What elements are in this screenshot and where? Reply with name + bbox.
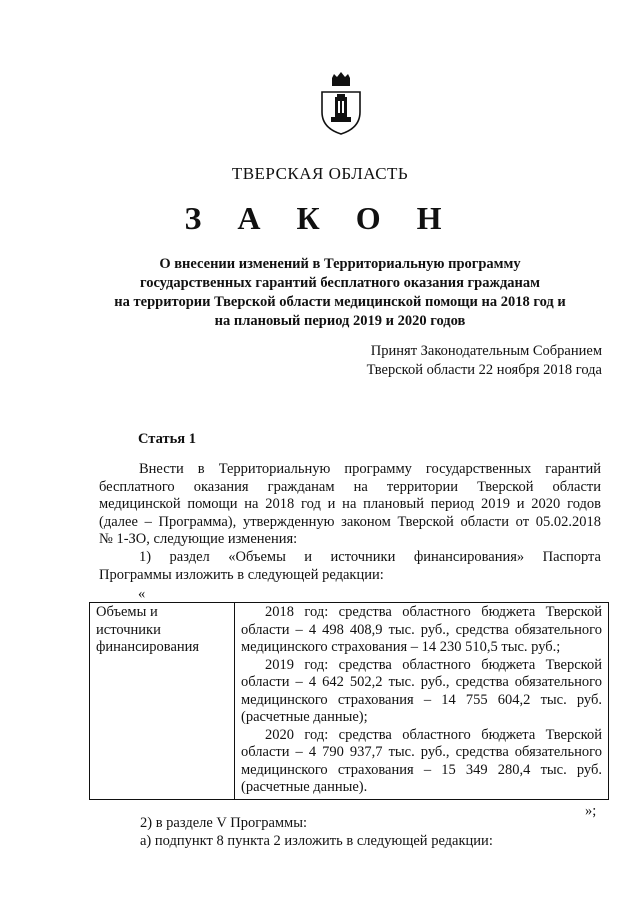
law-subtitle [80, 255, 600, 331]
closing-quote: »; [585, 803, 597, 819]
article-heading: Статья 1 [138, 431, 196, 447]
financing-table [89, 602, 609, 800]
text-line: Внести в Территориальную программу государственных гарантий [139, 461, 601, 477]
item-1-paragraph [99, 549, 601, 584]
subtitle-line: на плановый период 2019 и 2020 годов [214, 313, 466, 329]
financing-2018: 2018 год: средства областного бюджета Тверской области – 4 498 408,9 тыс. руб., средства обязательного медицинского страхования – 14 230 510,5 тыс. руб.; [241, 604, 602, 655]
region-name: ТВЕРСКАЯ ОБЛАСТЬ [231, 164, 409, 183]
subtitle-line: государственных гарантий бесплатного оказания гражданам [139, 275, 541, 291]
table-content-cell [235, 603, 609, 800]
table-label-cell [90, 603, 235, 800]
text-line: медицинской помощи на 2018 год и на плановый период 2019 и 2020 годов [99, 496, 601, 512]
label-line: финансирования [96, 639, 200, 655]
article-intro-paragraph [99, 461, 601, 549]
table-row [90, 603, 609, 800]
law-title: З А К О Н [184, 200, 456, 236]
tver-coat-of-arms-icon [318, 70, 364, 136]
financing-2020: 2020 год: средства областного бюджета Тверской области – 4 790 937,7 тыс. руб., средства обязательного медицинского страхования – 15 349 280,4 тыс. руб. (расчетные данные). [241, 726, 602, 795]
item-2a-paragraph: а) подпункт 8 пункта 2 изложить в следующей редакции: [140, 833, 493, 849]
label-line: Объемы и [96, 604, 158, 620]
label-line: источники [96, 621, 161, 638]
text-line: Программы изложить в следующей редакции: [99, 566, 384, 583]
text-line: № 1-ЗО, следующие изменения: [99, 531, 298, 547]
subtitle-line: О внесении изменений в Территориальную программу [159, 256, 521, 272]
item-2-paragraph: 2) в разделе V Программы: [140, 815, 307, 831]
text-line: бесплатного оказания гражданам на территории Тверской области [99, 478, 601, 495]
subtitle-line: на территории Тверской области медицинской помощи на 2018 год и [114, 294, 566, 310]
adoption-line: Тверской области 22 ноября 2018 года [366, 362, 602, 378]
text-line: 1) раздел «Объемы и источники финансирования» Паспорта [139, 549, 601, 565]
text-line: (далее – Программа), утвержденную законом Тверской области от 05.02.2018 [99, 513, 601, 530]
opening-quote: « [138, 586, 146, 602]
adoption-note [367, 342, 602, 380]
adoption-line: Принят Законодательным Собранием [370, 343, 602, 359]
financing-2019: 2019 год: средства областного бюджета Тверской области – 4 642 502,2 тыс. руб., средства обязательного медицинского страхования – 14 755 604,2 тыс. руб. (расчетные данные); [241, 656, 602, 725]
